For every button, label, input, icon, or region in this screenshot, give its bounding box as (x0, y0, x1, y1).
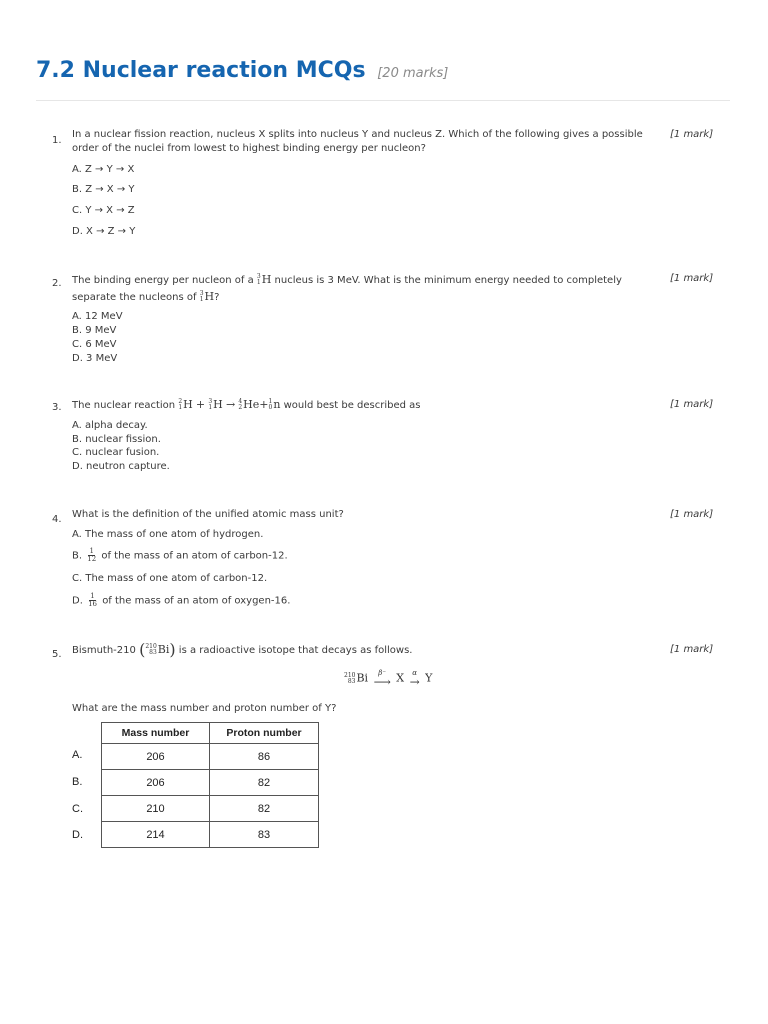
question-number: 4. (52, 514, 62, 525)
option-c[interactable]: C. Y → X → Z (72, 205, 135, 216)
header-divider (36, 100, 730, 101)
decay-equation: 210 83 Bi β⁻ ⟶ X α → Y (344, 669, 433, 689)
fraction: $\frac{1}{16}$ (88, 592, 97, 608)
page-title (36, 58, 448, 83)
option-c[interactable]: C. 6 MeV (72, 339, 117, 350)
option-b[interactable]: B. Z → X → Y (72, 184, 135, 195)
total-marks: [20 marks] (377, 66, 449, 81)
question-text: Bismuth-210 ( 210 83 Bi) is a radioactive isotope that decays as follows. (72, 640, 413, 659)
nuclide-mass-atomic: 3 1 (256, 273, 261, 286)
nuclide-symbol: H (204, 290, 215, 303)
question-marks: [1 mark] (670, 399, 714, 410)
cell-proton: 82 (210, 796, 319, 822)
row-label[interactable]: C. (72, 803, 83, 815)
beta-arrow: β⁻ ⟶ (373, 669, 391, 689)
reaction-arrow: → (225, 398, 236, 411)
cell-mass: 206 (102, 770, 210, 796)
question-marks: [1 mark] (670, 129, 714, 140)
table-row[interactable] (102, 770, 319, 796)
answer-table (101, 722, 319, 848)
cell-proton: 86 (210, 744, 319, 770)
header-mass-number: Mass number (102, 723, 210, 744)
alpha-arrow: α → (409, 669, 420, 689)
table-header-row (102, 723, 319, 744)
fraction: $\frac{1}{12}$ (87, 547, 97, 563)
question-number: 2. (52, 278, 62, 289)
question-text: In a nuclear fission reaction, nucleus X splits into nucleus Y and nucleus Z. Which of the following gives a possible order of the nuclei from lowest to highest binding energy per nucleon? (72, 129, 643, 154)
option-c[interactable]: C. nuclear fusion. (72, 447, 160, 458)
question-text: The nuclear reaction 2 1 H + 3 1 H → 4 2 He+ 1 0 n would best be described as (72, 398, 421, 411)
option-d[interactable]: D. $\frac{1}{16}$ of the mass of an atom of oxygen-16. (72, 592, 291, 608)
option-a[interactable]: A. The mass of one atom of hydrogen. (72, 529, 264, 540)
option-b[interactable]: B. $\frac{1}{12}$ of the mass of an atom of carbon-12. (72, 547, 288, 563)
reaction-equation: 2 1 H + 3 1 H → 4 2 He+ 1 0 n (178, 398, 281, 411)
nuclide-symbol: H (261, 273, 272, 286)
nuclide-mass-atomic: 3 1 (199, 290, 204, 303)
row-label[interactable]: A. (72, 749, 83, 761)
table-row[interactable] (102, 796, 319, 822)
table-row[interactable] (102, 744, 319, 770)
option-a[interactable]: A. 12 MeV (72, 311, 123, 322)
sub-question: What are the mass number and proton number of Y? (72, 703, 337, 714)
cell-mass: 210 (102, 796, 210, 822)
question-number: 5. (52, 649, 62, 660)
option-d[interactable]: D. X → Z → Y (72, 226, 136, 237)
question-number: 1. (52, 135, 62, 146)
cell-mass: 214 (102, 822, 210, 848)
cell-proton: 82 (210, 770, 319, 796)
option-a[interactable]: A. alpha decay. (72, 420, 148, 431)
question-text: What is the definition of the unified atomic mass unit? (72, 509, 344, 520)
question-number: 3. (52, 402, 62, 413)
question-marks: [1 mark] (670, 644, 714, 655)
header-proton-number: Proton number (210, 723, 319, 744)
question-marks: [1 mark] (670, 273, 714, 284)
option-d[interactable]: D. 3 MeV (72, 353, 118, 364)
option-b[interactable]: B. nuclear fission. (72, 434, 161, 445)
cell-proton: 83 (210, 822, 319, 848)
table-row[interactable] (102, 822, 319, 848)
option-a[interactable]: A. Z → Y → X (72, 164, 135, 175)
option-d[interactable]: D. neutron capture. (72, 461, 170, 472)
option-c[interactable]: C. The mass of one atom of carbon-12. (72, 573, 268, 584)
row-label[interactable]: D. (72, 829, 83, 841)
title-text: 7.2 Nuclear reaction MCQs (36, 58, 366, 83)
question-marks: [1 mark] (670, 509, 714, 520)
question-text: The binding energy per nucleon of a 3 1 H nucleus is 3 MeV. What is the minimum energy needed to completely separate the nucleons of 3 1 H? (72, 273, 622, 303)
cell-mass: 206 (102, 744, 210, 770)
option-b[interactable]: B. 9 MeV (72, 325, 117, 336)
row-label[interactable]: B. (72, 776, 83, 788)
